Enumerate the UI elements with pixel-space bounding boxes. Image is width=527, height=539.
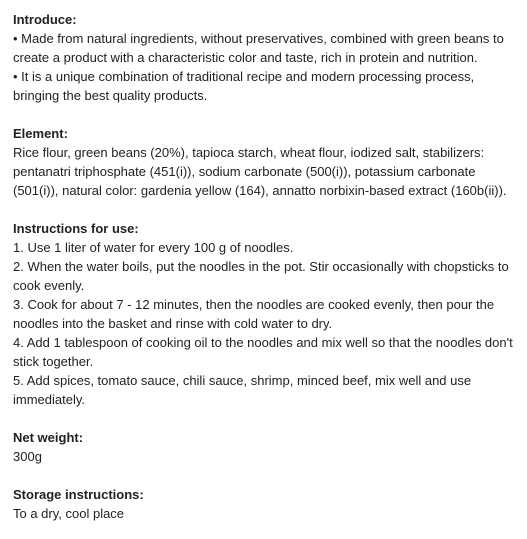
introduce-item: • Made from natural ingredients, without preservatives, combined with green beans to create a product with a characteristic color and taste, rich in protein and nutrition. [13,31,504,65]
instruction-step: 3. Cook for about 7 - 12 minutes, then the noodles are cooked evenly, then pour the noodles into the basket and rinse with cold water to dry. [13,297,495,331]
instructions-list [13,238,514,409]
instruction-step: 1. Use 1 liter of water for every 100 g of noodles. [13,240,294,255]
storage-section [13,485,514,523]
element-text: Rice flour, green beans (20%), tapioca starch, wheat flour, iodized salt, stabilizers: pentanatri triphosphate (451(i)), sodium carbonate (500(i)), potassium carbonate (501(i)), natural color: gardenia yellow (164), annatto norbixin-based extract (160b(ii)). [13,145,507,198]
storage-heading: Storage instructions: [13,487,144,502]
element-section [13,124,514,200]
instruction-step: 5. Add spices, tomato sauce, chili sauce, shrimp, minced beef, mix well and use immediately. [13,373,472,407]
net-weight-heading: Net weight: [13,430,84,445]
introduce-item: • It is a unique combination of traditional recipe and modern processing process, bringing the best quality products. [13,69,475,103]
introduce-heading: Introduce: [13,12,77,27]
instruction-step: 2. When the water boils, put the noodles in the pot. Stir occasionally with chopsticks to cook evenly. [13,259,509,293]
net-weight-section [13,428,514,466]
storage-value: To a dry, cool place [13,506,125,521]
instructions-heading: Instructions for use: [13,221,139,236]
introduce-list [13,29,514,105]
instructions-section [13,219,514,409]
element-heading: Element: [13,126,68,141]
introduce-section [13,10,514,105]
instruction-step: 4. Add 1 tablespoon of cooking oil to the noodles and mix well so that the noodles don't stick together. [13,335,513,369]
net-weight-value: 300g [13,449,42,464]
